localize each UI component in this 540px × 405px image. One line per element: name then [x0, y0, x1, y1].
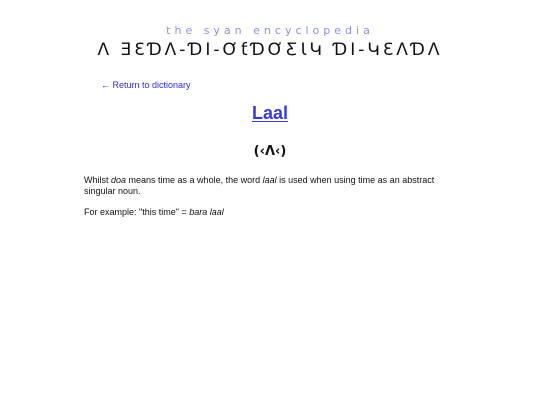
entry-script-spelling: (‹Λ‹): [253, 144, 287, 159]
entry-definition: [84, 175, 464, 197]
example-prefix: For example: "this time" =: [84, 207, 190, 217]
site-title: Λ ƎƐƊΛ-ƊΙ-ƠƭƊƠƸƖԿ ƊΙ-ԿƐΛƊΛ: [97, 40, 443, 60]
definition-text-3: is used when using time as an abstract singular noun.: [84, 175, 435, 196]
return-to-dictionary-link[interactable]: ← Return to dictionary: [101, 80, 191, 90]
entry-title[interactable]: Laal: [251, 103, 289, 123]
definition-term-laal: laal: [262, 175, 277, 185]
example-translation: bara laal: [189, 207, 224, 217]
definition-term-doa: doa: [111, 175, 127, 185]
entry-example: [84, 207, 224, 218]
definition-text-1: Whilst: [84, 175, 111, 185]
site-tagline: the syan encyclopedia: [166, 24, 374, 37]
definition-text-2: means time as a whole, the word: [126, 175, 263, 185]
